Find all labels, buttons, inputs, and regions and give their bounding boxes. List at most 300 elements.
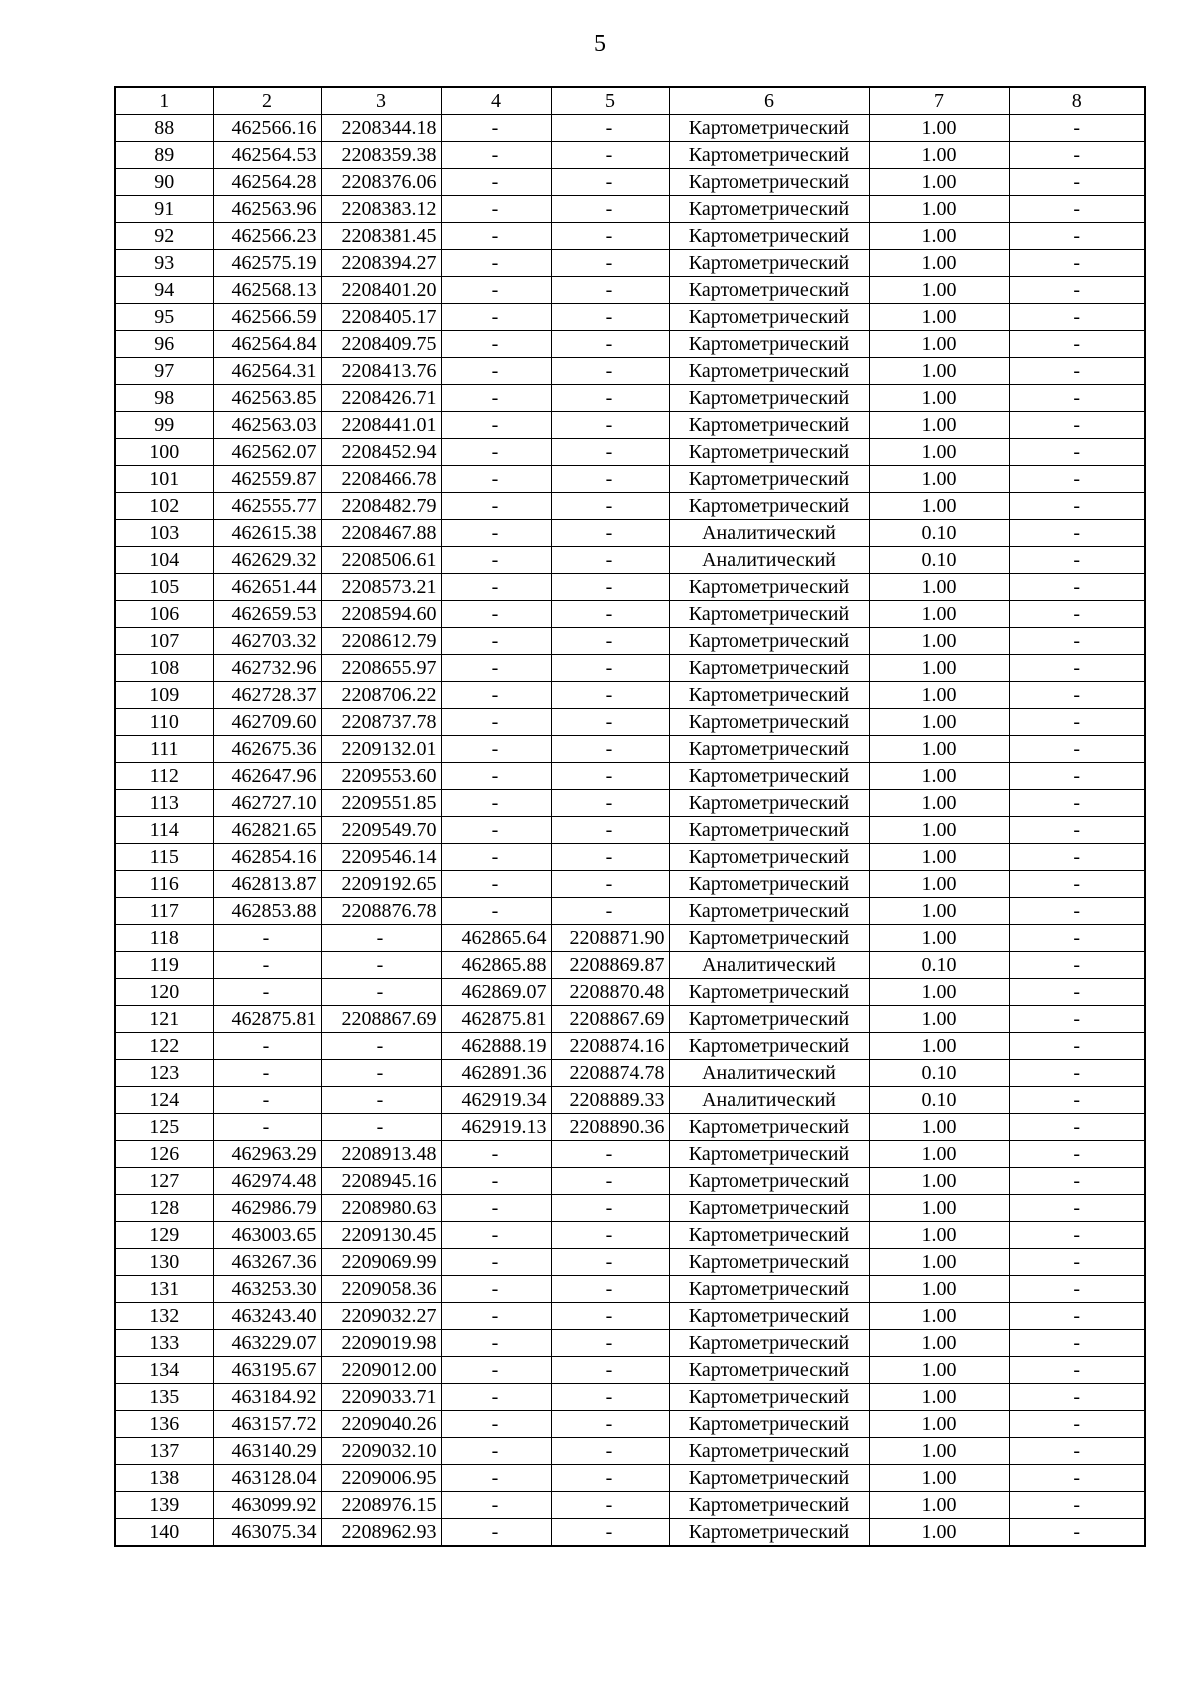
column-header-8: 8 — [1009, 87, 1145, 115]
table-row — [115, 412, 1145, 439]
table-row — [115, 601, 1145, 628]
y-new-cell: 2208871.90 — [551, 925, 669, 952]
accuracy-cell: 1.00 — [869, 1411, 1009, 1438]
note-cell: - — [1009, 115, 1145, 142]
point-number-cell: 106 — [115, 601, 213, 628]
accuracy-cell: 1.00 — [869, 412, 1009, 439]
note-cell: - — [1009, 1060, 1145, 1087]
table-row — [115, 1330, 1145, 1357]
x-cell: 462813.87 — [213, 871, 321, 898]
y-cell: 2208441.01 — [321, 412, 441, 439]
point-number-cell: 129 — [115, 1222, 213, 1249]
y-new-cell: - — [551, 871, 669, 898]
column-header-1: 1 — [115, 87, 213, 115]
accuracy-cell: 1.00 — [869, 304, 1009, 331]
method-cell: Картометрический — [669, 142, 869, 169]
point-number-cell: 102 — [115, 493, 213, 520]
note-cell: - — [1009, 412, 1145, 439]
method-cell: Картометрический — [669, 1249, 869, 1276]
x-new-cell: - — [441, 547, 551, 574]
table-row — [115, 1357, 1145, 1384]
column-header-6: 6 — [669, 87, 869, 115]
y-new-cell: - — [551, 1222, 669, 1249]
note-cell: - — [1009, 277, 1145, 304]
table-row — [115, 1384, 1145, 1411]
note-cell: - — [1009, 331, 1145, 358]
x-new-cell: - — [441, 1222, 551, 1249]
accuracy-cell: 1.00 — [869, 709, 1009, 736]
column-header-7: 7 — [869, 87, 1009, 115]
y-new-cell: 2208869.87 — [551, 952, 669, 979]
accuracy-cell: 1.00 — [869, 223, 1009, 250]
y-cell: - — [321, 979, 441, 1006]
x-new-cell: - — [441, 1411, 551, 1438]
x-cell: 462727.10 — [213, 790, 321, 817]
table-row — [115, 493, 1145, 520]
table-row — [115, 952, 1145, 979]
table-row — [115, 1033, 1145, 1060]
point-number-cell: 138 — [115, 1465, 213, 1492]
table-row — [115, 385, 1145, 412]
note-cell: - — [1009, 655, 1145, 682]
point-number-cell: 135 — [115, 1384, 213, 1411]
accuracy-cell: 1.00 — [869, 358, 1009, 385]
accuracy-cell: 1.00 — [869, 1303, 1009, 1330]
table-row — [115, 547, 1145, 574]
accuracy-cell: 1.00 — [869, 1357, 1009, 1384]
x-new-cell: - — [441, 817, 551, 844]
point-number-cell: 125 — [115, 1114, 213, 1141]
y-cell: 2208737.78 — [321, 709, 441, 736]
x-new-cell: 462865.88 — [441, 952, 551, 979]
x-cell: 462703.32 — [213, 628, 321, 655]
point-number-cell: 94 — [115, 277, 213, 304]
y-new-cell: - — [551, 655, 669, 682]
table-row — [115, 520, 1145, 547]
note-cell: - — [1009, 250, 1145, 277]
y-cell: 2208976.15 — [321, 1492, 441, 1519]
table-row — [115, 898, 1145, 925]
method-cell: Картометрический — [669, 493, 869, 520]
note-cell: - — [1009, 1168, 1145, 1195]
note-cell: - — [1009, 790, 1145, 817]
x-cell: 463128.04 — [213, 1465, 321, 1492]
y-new-cell: - — [551, 1195, 669, 1222]
y-cell: 2209006.95 — [321, 1465, 441, 1492]
table-row — [115, 1006, 1145, 1033]
table-row — [115, 223, 1145, 250]
x-new-cell: - — [441, 682, 551, 709]
method-cell: Аналитический — [669, 1087, 869, 1114]
y-cell: 2209130.45 — [321, 1222, 441, 1249]
table-row — [115, 1141, 1145, 1168]
accuracy-cell: 0.10 — [869, 1060, 1009, 1087]
table-row — [115, 1168, 1145, 1195]
column-header-5: 5 — [551, 87, 669, 115]
note-cell: - — [1009, 1006, 1145, 1033]
method-cell: Картометрический — [669, 844, 869, 871]
x-new-cell: 462875.81 — [441, 1006, 551, 1033]
point-number-cell: 92 — [115, 223, 213, 250]
y-new-cell: - — [551, 574, 669, 601]
y-new-cell: - — [551, 1438, 669, 1465]
x-new-cell: 462869.07 — [441, 979, 551, 1006]
table-row — [115, 1249, 1145, 1276]
y-cell: 2209032.10 — [321, 1438, 441, 1465]
accuracy-cell: 1.00 — [869, 115, 1009, 142]
accuracy-cell: 1.00 — [869, 763, 1009, 790]
accuracy-cell: 0.10 — [869, 547, 1009, 574]
y-new-cell: - — [551, 1384, 669, 1411]
x-new-cell: - — [441, 1276, 551, 1303]
note-cell: - — [1009, 1384, 1145, 1411]
note-cell: - — [1009, 817, 1145, 844]
point-number-cell: 132 — [115, 1303, 213, 1330]
x-new-cell: - — [441, 196, 551, 223]
y-cell: - — [321, 1033, 441, 1060]
method-cell: Картометрический — [669, 682, 869, 709]
x-cell: - — [213, 952, 321, 979]
y-cell: 2208409.75 — [321, 331, 441, 358]
x-cell: 462566.16 — [213, 115, 321, 142]
accuracy-cell: 1.00 — [869, 790, 1009, 817]
accuracy-cell: 1.00 — [869, 1276, 1009, 1303]
x-new-cell: - — [441, 1195, 551, 1222]
point-number-cell: 88 — [115, 115, 213, 142]
y-new-cell: - — [551, 331, 669, 358]
note-cell: - — [1009, 979, 1145, 1006]
x-cell: 462728.37 — [213, 682, 321, 709]
table-row — [115, 250, 1145, 277]
y-cell: 2208867.69 — [321, 1006, 441, 1033]
y-cell: 2209132.01 — [321, 736, 441, 763]
point-number-cell: 91 — [115, 196, 213, 223]
x-new-cell: - — [441, 1519, 551, 1547]
point-number-cell: 112 — [115, 763, 213, 790]
method-cell: Картометрический — [669, 574, 869, 601]
accuracy-cell: 1.00 — [869, 277, 1009, 304]
x-new-cell: - — [441, 1438, 551, 1465]
y-new-cell: - — [551, 466, 669, 493]
y-new-cell: - — [551, 385, 669, 412]
x-new-cell: - — [441, 250, 551, 277]
y-cell: 2208344.18 — [321, 115, 441, 142]
accuracy-cell: 1.00 — [869, 250, 1009, 277]
x-new-cell: - — [441, 790, 551, 817]
x-new-cell: - — [441, 736, 551, 763]
y-new-cell: - — [551, 1168, 669, 1195]
x-cell: 462563.03 — [213, 412, 321, 439]
point-number-cell: 123 — [115, 1060, 213, 1087]
note-cell: - — [1009, 304, 1145, 331]
note-cell: - — [1009, 439, 1145, 466]
coordinates-table — [114, 86, 1146, 1547]
y-new-cell: - — [551, 736, 669, 763]
point-number-cell: 133 — [115, 1330, 213, 1357]
method-cell: Картометрический — [669, 1492, 869, 1519]
x-cell: 463195.67 — [213, 1357, 321, 1384]
accuracy-cell: 1.00 — [869, 655, 1009, 682]
x-cell: 462853.88 — [213, 898, 321, 925]
x-new-cell: - — [441, 1492, 551, 1519]
point-number-cell: 95 — [115, 304, 213, 331]
table-row — [115, 1114, 1145, 1141]
y-new-cell: - — [551, 142, 669, 169]
point-number-cell: 104 — [115, 547, 213, 574]
y-new-cell: - — [551, 1492, 669, 1519]
table-row — [115, 844, 1145, 871]
x-new-cell: - — [441, 385, 551, 412]
x-cell: 462615.38 — [213, 520, 321, 547]
accuracy-cell: 1.00 — [869, 817, 1009, 844]
point-number-cell: 113 — [115, 790, 213, 817]
x-new-cell: - — [441, 493, 551, 520]
accuracy-cell: 1.00 — [869, 1006, 1009, 1033]
y-new-cell: 2208890.36 — [551, 1114, 669, 1141]
accuracy-cell: 1.00 — [869, 1114, 1009, 1141]
note-cell: - — [1009, 493, 1145, 520]
point-number-cell: 89 — [115, 142, 213, 169]
x-cell: 462875.81 — [213, 1006, 321, 1033]
accuracy-cell: 1.00 — [869, 196, 1009, 223]
x-new-cell: - — [441, 169, 551, 196]
note-cell: - — [1009, 601, 1145, 628]
x-cell: 463003.65 — [213, 1222, 321, 1249]
y-new-cell: - — [551, 547, 669, 574]
x-cell: 462566.59 — [213, 304, 321, 331]
y-cell: 2208594.60 — [321, 601, 441, 628]
note-cell: - — [1009, 1438, 1145, 1465]
x-cell: 462732.96 — [213, 655, 321, 682]
accuracy-cell: 1.00 — [869, 466, 1009, 493]
y-cell: 2209040.26 — [321, 1411, 441, 1438]
x-cell: 462564.28 — [213, 169, 321, 196]
x-new-cell: - — [441, 1357, 551, 1384]
x-cell: 463184.92 — [213, 1384, 321, 1411]
table-row — [115, 169, 1145, 196]
accuracy-cell: 0.10 — [869, 952, 1009, 979]
table-row — [115, 331, 1145, 358]
method-cell: Картометрический — [669, 304, 869, 331]
method-cell: Картометрический — [669, 709, 869, 736]
accuracy-cell: 1.00 — [869, 1519, 1009, 1547]
table-row — [115, 1411, 1145, 1438]
y-cell: 2208482.79 — [321, 493, 441, 520]
point-number-cell: 122 — [115, 1033, 213, 1060]
method-cell: Картометрический — [669, 331, 869, 358]
accuracy-cell: 1.00 — [869, 871, 1009, 898]
method-cell: Картометрический — [669, 412, 869, 439]
y-cell: 2208401.20 — [321, 277, 441, 304]
note-cell: - — [1009, 1357, 1145, 1384]
column-header-4: 4 — [441, 87, 551, 115]
x-new-cell: 462888.19 — [441, 1033, 551, 1060]
y-cell: 2208913.48 — [321, 1141, 441, 1168]
page-number: 5 — [594, 31, 606, 57]
note-cell: - — [1009, 628, 1145, 655]
y-cell: - — [321, 952, 441, 979]
x-cell: 462629.32 — [213, 547, 321, 574]
note-cell: - — [1009, 925, 1145, 952]
y-new-cell: - — [551, 601, 669, 628]
accuracy-cell: 1.00 — [869, 1168, 1009, 1195]
table-row — [115, 655, 1145, 682]
x-cell: 462659.53 — [213, 601, 321, 628]
x-cell: 462854.16 — [213, 844, 321, 871]
note-cell: - — [1009, 574, 1145, 601]
x-cell: 463243.40 — [213, 1303, 321, 1330]
point-number-cell: 131 — [115, 1276, 213, 1303]
y-new-cell: - — [551, 520, 669, 547]
y-cell: 2209069.99 — [321, 1249, 441, 1276]
y-cell: 2209551.85 — [321, 790, 441, 817]
table-row — [115, 1438, 1145, 1465]
x-cell: 462563.85 — [213, 385, 321, 412]
point-number-cell: 109 — [115, 682, 213, 709]
method-cell: Картометрический — [669, 1438, 869, 1465]
table-row — [115, 628, 1145, 655]
accuracy-cell: 1.00 — [869, 601, 1009, 628]
x-new-cell: - — [441, 1168, 551, 1195]
note-cell: - — [1009, 385, 1145, 412]
x-new-cell: - — [441, 628, 551, 655]
y-new-cell: - — [551, 358, 669, 385]
accuracy-cell: 1.00 — [869, 628, 1009, 655]
method-cell: Картометрический — [669, 1519, 869, 1547]
note-cell: - — [1009, 466, 1145, 493]
y-cell: 2209546.14 — [321, 844, 441, 871]
y-cell: - — [321, 1060, 441, 1087]
y-new-cell: - — [551, 1465, 669, 1492]
y-cell: 2209033.71 — [321, 1384, 441, 1411]
column-header-2: 2 — [213, 87, 321, 115]
y-cell: 2208452.94 — [321, 439, 441, 466]
note-cell: - — [1009, 142, 1145, 169]
accuracy-cell: 1.00 — [869, 1195, 1009, 1222]
accuracy-cell: 1.00 — [869, 1465, 1009, 1492]
method-cell: Картометрический — [669, 628, 869, 655]
y-new-cell: - — [551, 250, 669, 277]
x-new-cell: 462919.13 — [441, 1114, 551, 1141]
y-new-cell: 2208870.48 — [551, 979, 669, 1006]
note-cell: - — [1009, 196, 1145, 223]
x-new-cell: - — [441, 871, 551, 898]
note-cell: - — [1009, 1519, 1145, 1547]
x-new-cell: - — [441, 601, 551, 628]
y-cell: 2208466.78 — [321, 466, 441, 493]
point-number-cell: 103 — [115, 520, 213, 547]
accuracy-cell: 1.00 — [869, 1384, 1009, 1411]
method-cell: Картометрический — [669, 196, 869, 223]
y-cell: 2209032.27 — [321, 1303, 441, 1330]
table-row — [115, 1276, 1145, 1303]
x-new-cell: - — [441, 466, 551, 493]
y-cell: - — [321, 925, 441, 952]
point-number-cell: 126 — [115, 1141, 213, 1168]
y-cell: 2208573.21 — [321, 574, 441, 601]
method-cell: Картометрический — [669, 1222, 869, 1249]
x-new-cell: - — [441, 412, 551, 439]
note-cell: - — [1009, 1087, 1145, 1114]
point-number-cell: 124 — [115, 1087, 213, 1114]
y-new-cell: - — [551, 493, 669, 520]
y-cell: 2208506.61 — [321, 547, 441, 574]
method-cell: Картометрический — [669, 115, 869, 142]
method-cell: Картометрический — [669, 1357, 869, 1384]
x-cell: 462647.96 — [213, 763, 321, 790]
accuracy-cell: 1.00 — [869, 844, 1009, 871]
accuracy-cell: 1.00 — [869, 1492, 1009, 1519]
point-number-cell: 100 — [115, 439, 213, 466]
y-new-cell: - — [551, 439, 669, 466]
point-number-cell: 105 — [115, 574, 213, 601]
x-new-cell: - — [441, 1249, 551, 1276]
y-new-cell: - — [551, 1141, 669, 1168]
method-cell: Аналитический — [669, 547, 869, 574]
y-cell: 2208612.79 — [321, 628, 441, 655]
x-new-cell: 462919.34 — [441, 1087, 551, 1114]
x-cell: 462564.53 — [213, 142, 321, 169]
point-number-cell: 139 — [115, 1492, 213, 1519]
note-cell: - — [1009, 682, 1145, 709]
accuracy-cell: 1.00 — [869, 736, 1009, 763]
y-new-cell: - — [551, 1276, 669, 1303]
point-number-cell: 118 — [115, 925, 213, 952]
method-cell: Картометрический — [669, 898, 869, 925]
note-cell: - — [1009, 844, 1145, 871]
y-new-cell: - — [551, 1519, 669, 1547]
point-number-cell: 114 — [115, 817, 213, 844]
table-row — [115, 736, 1145, 763]
x-new-cell: - — [441, 1141, 551, 1168]
accuracy-cell: 1.00 — [869, 1033, 1009, 1060]
x-cell: 463253.30 — [213, 1276, 321, 1303]
y-new-cell: - — [551, 1249, 669, 1276]
y-cell: 2209553.60 — [321, 763, 441, 790]
accuracy-cell: 1.00 — [869, 385, 1009, 412]
x-cell: 463229.07 — [213, 1330, 321, 1357]
x-new-cell: - — [441, 1330, 551, 1357]
point-number-cell: 115 — [115, 844, 213, 871]
method-cell: Картометрический — [669, 1411, 869, 1438]
x-cell: 462555.77 — [213, 493, 321, 520]
method-cell: Картометрический — [669, 1303, 869, 1330]
table-row — [115, 979, 1145, 1006]
y-new-cell: - — [551, 1330, 669, 1357]
method-cell: Картометрический — [669, 1276, 869, 1303]
table-row — [115, 1303, 1145, 1330]
table-row — [115, 817, 1145, 844]
note-cell: - — [1009, 520, 1145, 547]
note-cell: - — [1009, 898, 1145, 925]
method-cell: Картометрический — [669, 1168, 869, 1195]
point-number-cell: 136 — [115, 1411, 213, 1438]
y-new-cell: - — [551, 412, 669, 439]
table-row — [115, 142, 1145, 169]
note-cell: - — [1009, 1492, 1145, 1519]
y-cell: 2208962.93 — [321, 1519, 441, 1547]
note-cell: - — [1009, 1276, 1145, 1303]
y-cell: - — [321, 1087, 441, 1114]
y-cell: 2208359.38 — [321, 142, 441, 169]
method-cell: Картометрический — [669, 1465, 869, 1492]
y-cell: 2209549.70 — [321, 817, 441, 844]
x-new-cell: - — [441, 1303, 551, 1330]
method-cell: Картометрический — [669, 1141, 869, 1168]
y-cell: 2208945.16 — [321, 1168, 441, 1195]
point-number-cell: 107 — [115, 628, 213, 655]
accuracy-cell: 1.00 — [869, 1249, 1009, 1276]
